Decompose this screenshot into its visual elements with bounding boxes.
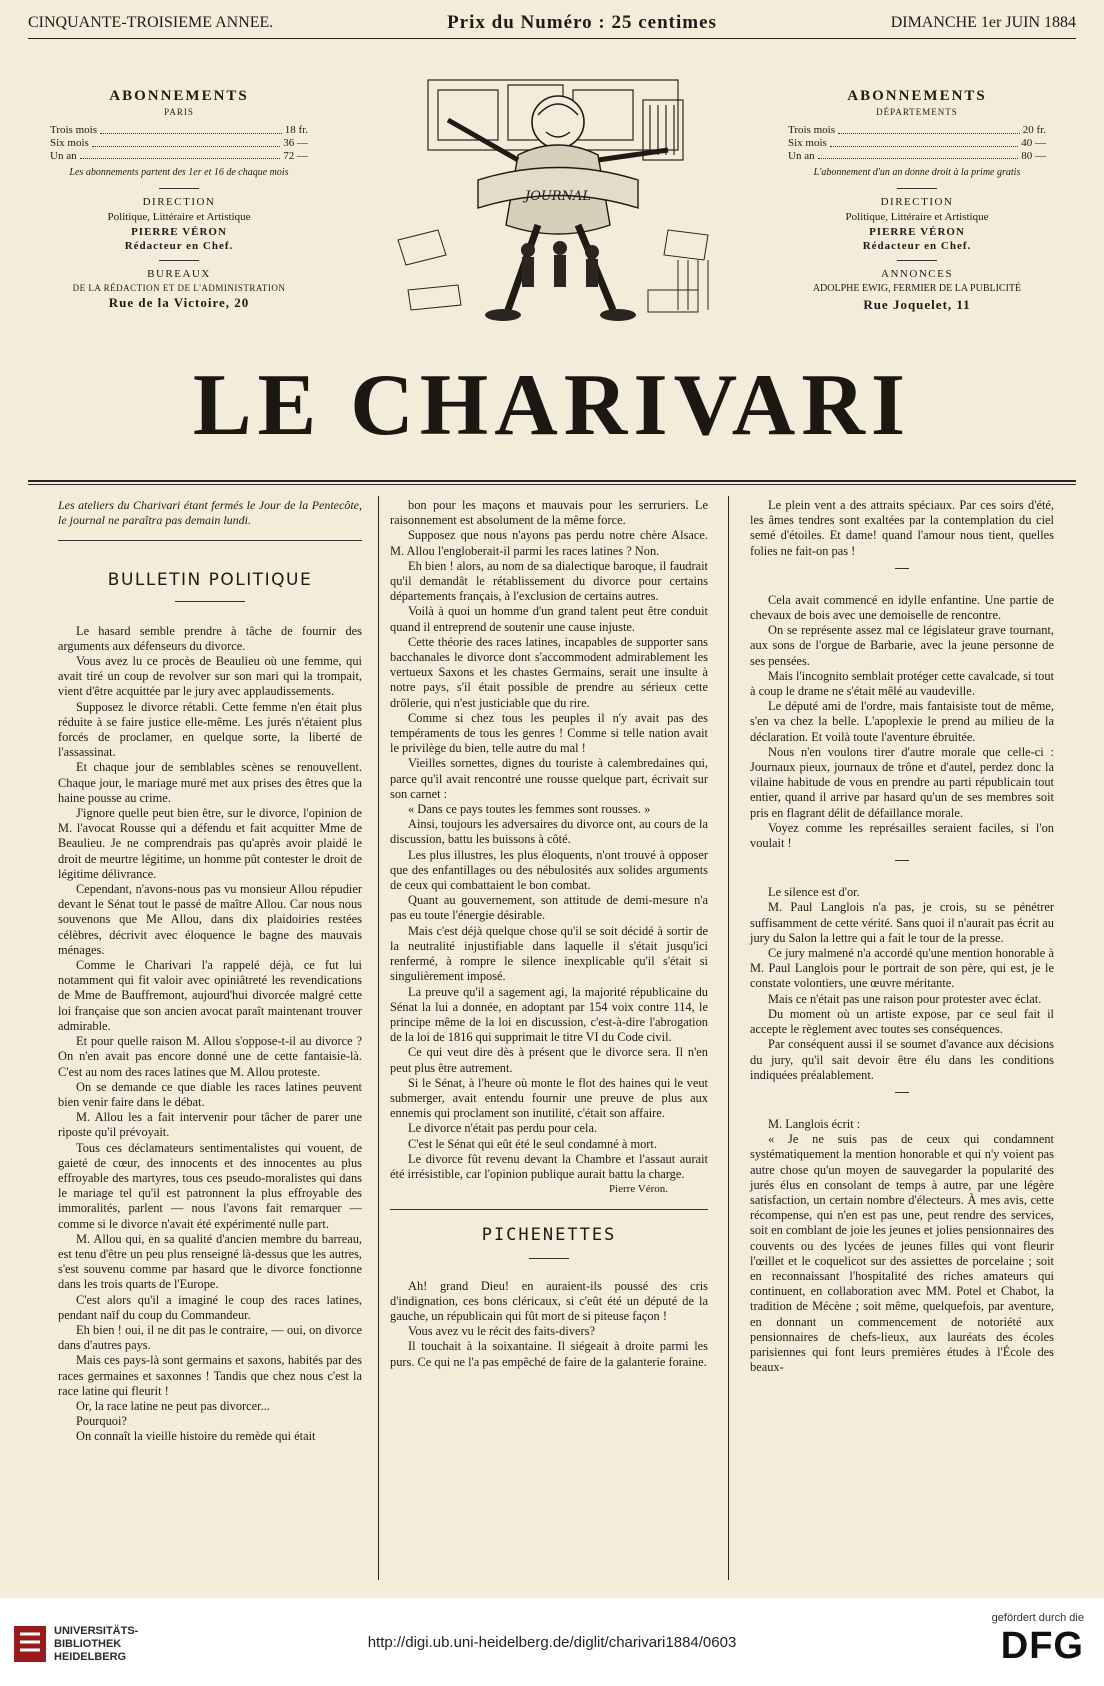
paragraph: C'est le Sénat qui eût été le seul condamné à mort. — [408, 1136, 657, 1151]
subs-heading: ABONNEMENTS — [847, 88, 987, 104]
subscriptions-departements — [782, 86, 1052, 313]
divider — [895, 568, 909, 569]
caricature-figure — [448, 96, 668, 321]
article-body — [390, 498, 708, 1182]
column-1 — [58, 498, 362, 1445]
newspaper-title: LE CHARIVARI — [192, 357, 912, 454]
divider — [58, 540, 362, 541]
price-label: Prix du Numéro : 25 centimes — [447, 12, 717, 33]
paragraph: Vous avez vu le récit des faits-divers? — [408, 1324, 595, 1339]
university-line: HEIDELBERG — [54, 1650, 127, 1663]
paragraph: Voyez comme les représailles seraient faciles, si l'on voulait ! — [750, 820, 1054, 851]
paragraph: Le député ami de l'ordre, mais fantaisiste tout de même, s'en va chez la belle. L'apoplexie le prend au milieu de la déclaration. Et voilà toute l'aventure ébruitée. — [750, 699, 1054, 744]
column-3 — [750, 498, 1054, 1375]
paragraph: M. Paul Langlois n'a pas, je crois, su se pénétrer suffisamment de cette vérité. Sans quoi il n'aurait pas écrit au jury du Salon la lettre qui a fait le tour de la presse. — [750, 900, 1054, 945]
divider — [895, 1092, 909, 1093]
direction-label: DIRECTION — [142, 195, 216, 208]
paragraph: « Je ne suis pas de ceux qui condamnent systématiquement la mention honorable et qui n'y voient pas autre chose qu'un moyen de sauvegarder la popularité des jurés élus en consolant de temps à autre, par une légère satisfaction, un certain nombre d'électeurs. À mes avis, cette récompense, qui n'en est pas une, peut rendre des services, soit en comblant de joie les jeunes et jolies pensionnaires des couvents ou des lycées de jeunes filles qui vont fleurir l'œillet et le coquelicot sur des assiettes de porcelaine ; soit en reconnaissant l'hospitalité des riches amateurs qui continuent, en collaboration avec MM. Potel et Chabot, la tradition de Mécène ; soit même, quelquefois, par aventure, en donnant un commencement de notoriété aux pensionnaires de chefs-lieux, aux lauréats des écoles parisiennes qui font leurs premières études à l'École des beaux- — [750, 1132, 1054, 1375]
paragraph: bon pour les maçons et mauvais pour les serruriers. Le raisonnement est absolument de la même force. — [390, 498, 708, 528]
subs-note: Les abonnements partent des 1er et 16 de chaque mois — [69, 167, 289, 179]
paragraph: Comme si chez tous les peuples il n'y avait pas des tempéraments de tous les genres ! Comme si telle nation avait le privilège du bien, telle autre du mal ! — [390, 710, 708, 756]
paragraph: Cependant, n'avons-nous pas vu monsieur Allou répudier devant le Sénat tout le passé de maître Allou. Car nous nous souvenons que Me Allou, dans dix plaidoiries restées célèbres, décrivit avec éloquence le bagne des mauvais ménages. — [58, 882, 362, 957]
scattered-papers — [398, 230, 708, 312]
director-role: Rédacteur en Chef. — [862, 240, 972, 253]
paragraph: Eh bien ! alors, au nom de sa dialectique baroque, il faudrait qu'il demandât le rétablissement du divorce pour certains départements français, à l'exclusion de certains autres. — [390, 558, 708, 604]
university-line: BIBLIOTHEK — [54, 1637, 122, 1650]
price-period: Six mois — [788, 137, 827, 150]
price-value: 40 — — [1021, 137, 1046, 150]
paragraph: Tous ces déclamateurs sentimentalistes qui vouent, de gaieté de cœur, des innocents et des innocentes au plus effroyable des martyres, tous ces pseudo-moralistes qui dans le mariage tel qu'il est patronnent la plus effroyable des immoralités, parlent — nous l'avons fait remarquer — comme si le divorce n'avait été expérimenté nulle part. — [58, 1140, 362, 1231]
paragraph: Et pour quelle raison M. Allou s'oppose-t-il au divorce ? On n'en avait pas encore donné une de cette fantaisie-là. C'est au nom des races latines que M. Allou proteste. — [58, 1034, 362, 1079]
column-2 — [390, 498, 708, 1370]
paragraph: Cela avait commencé en idylle enfantine. Une partie de chevaux de bois avec une demoiselle de rencontre. — [750, 592, 1054, 623]
signature: Pierre Véron. — [608, 1183, 668, 1196]
paragraph: Supposez le divorce rétabli. Cette femme n'en était plus réduite à se faire justice elle-même. Les jurés n'étaient plus forcés de proclamer, en quelque sorte, la liberté de l'assassinat. — [58, 699, 362, 760]
section-heading: PICHENETTES — [481, 1225, 617, 1246]
divider — [390, 1209, 708, 1210]
paragraph: Voilà à quoi un homme d'un grand talent peut être conduit quand il entreprend de soutenir une cause injuste. — [390, 604, 708, 634]
article-body — [750, 885, 1054, 1083]
price-value: 80 — — [1021, 149, 1046, 162]
section-heading: BULLETIN POLITIQUE — [107, 570, 313, 591]
subs-region: DÉPARTEMENTS — [876, 107, 958, 118]
masthead-illustration — [388, 60, 728, 350]
paragraph: C'est alors qu'il a imaginé le coup des races latines, pendant naïf du coup du Commandeur. — [58, 1292, 362, 1322]
price-list — [782, 124, 1052, 162]
price-row — [788, 124, 1046, 137]
price-row — [50, 137, 308, 150]
paragraph: Eh bien ! oui, il ne dit pas le contraire, — oui, on divorce dans d'autres pays. — [58, 1322, 362, 1353]
paragraph: La preuve qu'il a sagement agi, la majorité républicaine du Sénat la lui a donnée, en adoptant par 154 voix contre 114, le principe même de la loi en discussion, c'est-à-dire l'abrogation de la loi de 1816 qui supprimait le titre VI du Code civil. — [390, 984, 708, 1045]
paragraph: Il touchait à la soixantaine. Il siégeait à droite parmi les purs. Ce qui ne l'a pas empêché de faire de la galanterie foraine. — [390, 1339, 708, 1369]
direction-kind: Politique, Littéraire et Artistique — [845, 210, 989, 223]
paragraph: Mais l'incognito semblait protéger cette cavalcade, si tout à coup le drame ne s'était mêlé au vaudeville. — [750, 668, 1054, 699]
price-period: Un an — [788, 149, 815, 162]
divider — [895, 860, 909, 861]
paragraph: Cette théorie des races latines, incapables de supporter sans bacchanales le divorce dont s'accommodent admirablement les vertueux Saxons et les chastes Germains, serait une insulte à notre pays, s'il était possible de prendre au sérieux cette drôlerie, qui n'est justiciable que du rire. — [390, 634, 708, 710]
paragraph: Du moment où un artiste expose, par ce seul fait il accepte le règlement avec toutes ses conséquences. — [750, 1006, 1054, 1037]
paragraph: Ce qui veut dire dès à présent que le divorce sera. Il n'en peut plus être autrement. — [390, 1045, 708, 1075]
price-value: 18 fr. — [284, 124, 308, 137]
price-period: Trois mois — [788, 124, 835, 137]
paragraph: Le hasard semble prendre à tâche de fournir des arguments aux défenseurs du divorce. — [58, 623, 362, 653]
subs-region: PARIS — [164, 107, 194, 118]
paragraph: M. Allou qui, en sa qualité d'ancien membre du barreau, est tenu d'être un peu plus renseigné là-dessus que les autres, s'est souvenu comme par hasard que le divorce fonctionne dans les trois quarts de l'Europe. — [58, 1231, 362, 1292]
paragraph: M. Allou les a fait intervenir pour tâcher de parer une riposte qu'il prévoyait. — [58, 1110, 362, 1140]
paragraph: Le plein vent a des attraits spéciaux. Par ces soirs d'été, les âmes tendres sont exaltées par la contemplation du ciel semé d'étoiles. Et dame! quand l'amour nous tient, quelles folies ne fait-on pas ! — [750, 498, 1054, 558]
office-address: Rue de la Victoire, 20 — [108, 295, 250, 311]
paragraph: Et chaque jour de semblables scènes se renouvellent. Chaque jour, le mariage muré met aux prises des êtres que la haine pousse au crime. — [58, 760, 362, 805]
paragraph: On connaît la vieille histoire du remède qui était — [76, 1429, 316, 1444]
masthead-rule — [28, 38, 1076, 39]
paragraph: Mais ce n'était pas une raison pour protester avec éclat. — [768, 991, 1042, 1006]
annonces-address: Rue Joquelet, 11 — [863, 296, 971, 312]
paragraph: Le divorce fût revenu devant la Chambre et l'assaut aurait été irrésistible, car l'opinion publique aurait battu la charge. — [390, 1151, 708, 1181]
journal-banner — [478, 168, 638, 209]
paragraph: Nous n'en voulons tirer d'autre morale que celle-ci : Journaux pieux, journaux de trône et d'autel, perdez donc la vilaine habitude de vous en prendre au parti républicain tout entier, quand il arrive par hasard qu'un de ses membres soit pris en flagrant délit de défaillance morale. — [750, 744, 1054, 820]
director-name: PIERRE VÉRON — [869, 225, 965, 238]
banner-text: JOURNAL — [524, 189, 592, 204]
paragraph: Ce jury malmené n'a accordé qu'une mention honorable à M. Paul Langlois pour le portrait de son père, qui est, je le constate volontiers, une œuvre méritante. — [750, 946, 1054, 991]
footer-bar — [0, 1598, 1104, 1686]
paragraph: Ah! grand Dieu! en auraient-ils poussé des cris d'indignation, ces bons cléricaux, si c'eût été un député de la gauche, un républicain qui fût mort de si piteuse façon ! — [390, 1278, 708, 1323]
divider — [897, 188, 937, 189]
price-row — [50, 150, 308, 163]
sponsor-label: gefördert durch die — [991, 1612, 1084, 1624]
title-rule-thin — [28, 484, 1076, 485]
paragraph: On se demande ce que diable les races latines peuvent bien venir faire dans le débat. — [58, 1079, 362, 1109]
price-value: 36 — — [283, 137, 308, 150]
paragraph: Le silence est d'or. — [768, 885, 860, 900]
masthead-top-line — [28, 10, 1076, 36]
article-body — [750, 498, 1054, 559]
date-label: DIMANCHE 1er JUIN 1884 — [890, 14, 1076, 31]
paragraph: « Dans ce pays toutes les femmes sont rousses. » — [408, 802, 651, 817]
director-name: PIERRE VÉRON — [131, 225, 227, 238]
price-row — [788, 150, 1046, 163]
column-separator — [378, 496, 379, 1580]
paragraph: Supposez que nous n'ayons pas perdu notre chère Alsace. M. Allou l'engloberait-il parmi les races latines ? Non. — [390, 528, 708, 558]
price-row — [788, 137, 1046, 150]
paragraph: Le divorce n'était pas perdu pour cela. — [408, 1121, 598, 1136]
director-role: Rédacteur en Chef. — [124, 240, 234, 253]
paragraph: Quant au gouvernement, son attitude de demi-mesure n'a pas eu toute l'énergie désirable. — [390, 893, 708, 923]
divider — [529, 1258, 569, 1259]
annonces-label: ANNONCES — [881, 268, 953, 281]
price-period: Six mois — [50, 137, 89, 150]
article-body — [750, 593, 1054, 851]
year-label: CINQUANTE-TROISIEME ANNEE. — [28, 14, 274, 31]
sponsor-logo: DFG — [1000, 1625, 1084, 1667]
dfg-logo[interactable] — [992, 1612, 1084, 1668]
divider — [159, 188, 199, 189]
price-value: 72 — — [283, 149, 308, 162]
price-list — [44, 124, 314, 162]
annonces-detail: ADOLPHE EWIG, FERMIER DE LA PUBLICITÉ — [812, 283, 1022, 295]
subs-heading: ABONNEMENTS — [109, 88, 249, 104]
university-line: UNIVERSITÄTS- — [54, 1624, 139, 1637]
divider — [897, 260, 937, 261]
article-body — [58, 624, 362, 1445]
direction-kind: Politique, Littéraire et Artistique — [107, 210, 251, 223]
divider — [159, 260, 199, 261]
paragraph: Mais ces pays-là sont germains et saxons, habités par des races germaines et saxonnes ! Tandis que chez nous c'est la race latine qui fleurit ! — [58, 1353, 362, 1398]
bureaux-detail: DE LA RÉDACTION ET DE L'ADMINISTRATION — [72, 283, 286, 294]
paragraph: Ainsi, toujours les adversaires du divorce ont, au cours de la discussion, battu les buissons à côté. — [390, 817, 708, 847]
title-rule — [28, 480, 1076, 482]
closing-notice: Les ateliers du Charivari étant fermés le Jour de la Pentecôte, le journal ne paraîtra pas demain lundi. — [58, 498, 362, 528]
subs-note: L'abonnement d'un an donne droit à la prime gratis — [813, 167, 1021, 179]
paragraph: Par conséquent aussi il se soumet d'avance aux décisions du jury, qu'il sait devoir être élu dans les conditions indiquées préalablement. — [750, 1037, 1054, 1082]
paragraph: Mais c'est déjà quelque chose qu'il se soit décidé à sortir de la neutralité injustifiable dans laquelle il s'était jusqu'ici renfermé, à rompre le silence inexplicable qu'il s'était si singulièrement imposé. — [390, 923, 708, 984]
paragraph: Si le Sénat, à l'heure où monte le flot des haines qui le veut submerger, avait entendu fournir une preuve de plus aux ennemis qui proclament son inutilité, c'était son affaire. — [390, 1075, 708, 1121]
paragraph: On se représente assez mal ce législateur grave tournant, aux sons de l'orgue de Barbarie, avec la jeune personne de ses pensées. — [750, 623, 1054, 668]
paragraph: M. Langlois écrit : — [768, 1116, 861, 1131]
price-period: Trois mois — [50, 124, 97, 137]
article-body — [390, 1279, 708, 1370]
small-figures — [521, 241, 599, 287]
paragraph: Les plus illustres, les plus éloquents, n'ont trouvé à opposer que des enfantillages ou des nébulosités aux solides arguments de ceux qui combattaient le bon combat. — [390, 847, 708, 893]
bureaux-label: BUREAUX — [147, 268, 211, 281]
divider — [175, 601, 245, 602]
paragraph: Comme le Charivari l'a rappelé déjà, ce fut lui notamment qui fit valoir avec opiniâtreté les revendications de Mme de Bauffremont, aujourd'hui divorcée malgré cette loi française que son ancien avocat paraît maintenant trouver admirable. — [58, 958, 362, 1033]
paragraph: Or, la race latine ne peut pas divorcer... — [76, 1398, 270, 1413]
column-separator — [728, 496, 729, 1580]
paragraph: Pourquoi? — [76, 1414, 127, 1429]
subscriptions-paris — [44, 86, 314, 312]
price-period: Un an — [50, 149, 77, 162]
article-body — [750, 1117, 1054, 1375]
direction-label: DIRECTION — [880, 195, 954, 208]
price-row — [50, 124, 308, 137]
paragraph: Vous avez lu ce procès de Beaulieu où une femme, qui avait tiré un coup de revolver sur son mari qui la trompait, vient d'être acquittée par le jury avec applaudissements. — [58, 654, 362, 699]
paragraph: J'ignore quelle peut bien être, sur le divorce, l'opinion de M. l'avocat Rousse qui a défendu et fait acquitter Mme de Beaulieu. Je ne comprendrais pas qu'après avoir plaidé le droit de meurtre légitime, un homme pût contester le droit de légitime délivrance. — [58, 806, 362, 881]
price-value: 20 fr. — [1022, 124, 1046, 137]
paragraph: Vieilles sornettes, dignes du touriste à calembredaines qui, parce qu'il avait rencontré une rousse quelque part, écrivait sur son carnet : — [390, 756, 708, 801]
permalink-url[interactable]: http://digi.ub.uni-heidelberg.de/diglit/charivari1884/0603 — [367, 1634, 737, 1651]
